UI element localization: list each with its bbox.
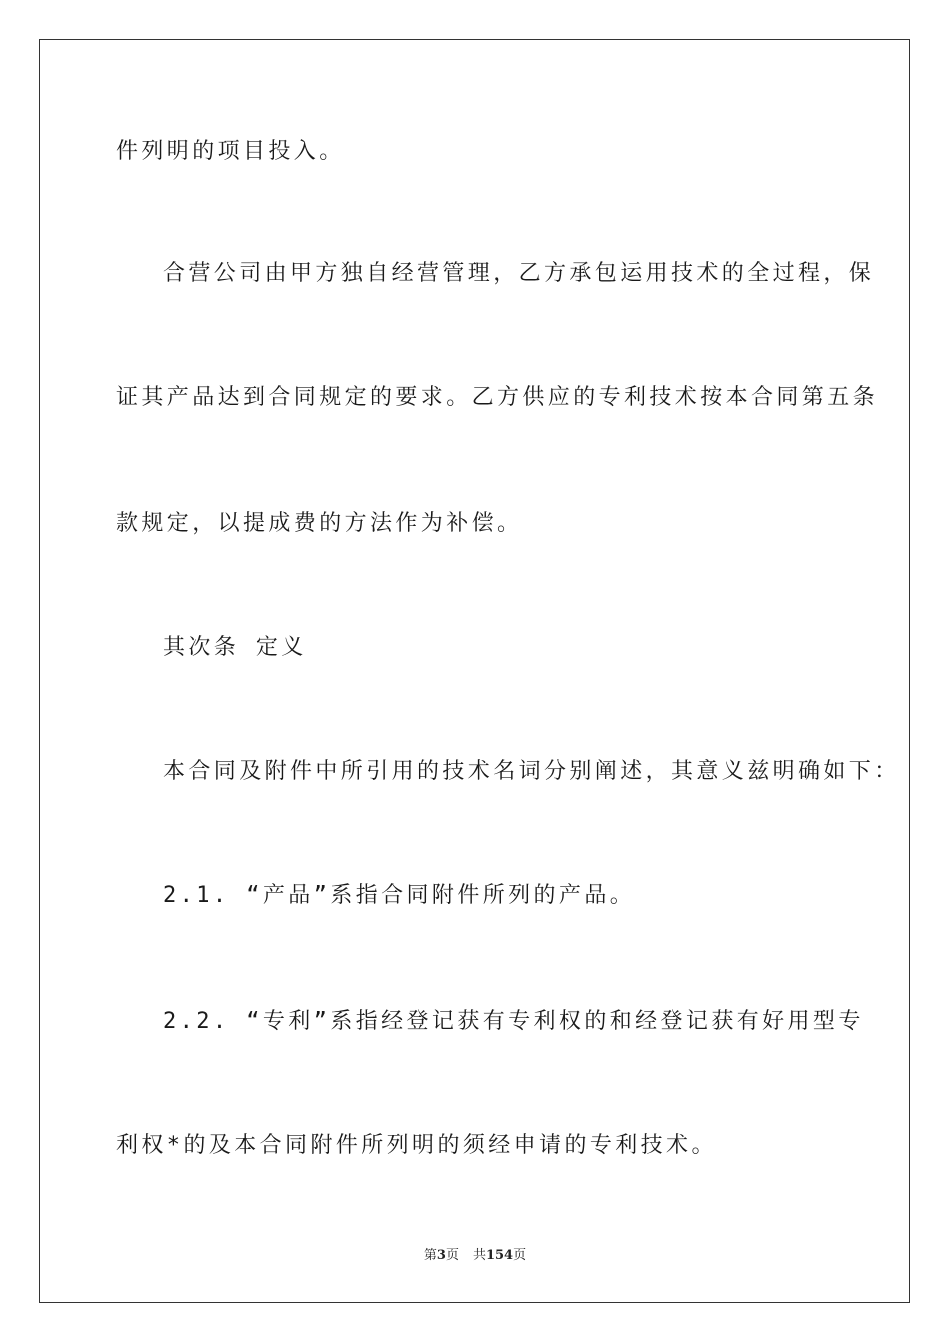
- definition-item-2-2: 2.2. “专利”系指经登记获有专利权的和经登记获有好用型专: [163, 1009, 864, 1034]
- total-pages: 154: [485, 1248, 514, 1263]
- page-prefix: 第: [423, 1248, 437, 1263]
- total-suffix: 页: [513, 1248, 527, 1263]
- page-suffix: 页: [445, 1248, 459, 1263]
- text-line-1: 件列明的项目投入。: [116, 139, 345, 164]
- total-prefix: 共: [472, 1248, 486, 1263]
- text-line-6: 本合同及附件中所引用的技术名词分别阐述，其意义兹明确如下：: [163, 759, 900, 784]
- text-line-2: 合营公司由甲方独自经营管理，乙方承包运用技术的全过程，保: [163, 261, 875, 286]
- definition-item-2-1: 2.1. “产品”系指合同附件所列的产品。: [163, 883, 636, 908]
- page-footer: [0, 1248, 950, 1264]
- text-line-3: 证其产品达到合同规定的要求。乙方供应的专利技术按本合同第五条: [116, 385, 879, 410]
- page-number: 3: [436, 1248, 446, 1263]
- page-frame: [39, 39, 910, 1303]
- text-line-4: 款规定，以提成费的方法作为补偿。: [116, 511, 523, 536]
- text-line-9: 利权*的及本合同附件所列明的须经申请的专利技术。: [116, 1133, 717, 1158]
- section-heading: 其次条 定义: [163, 635, 307, 660]
